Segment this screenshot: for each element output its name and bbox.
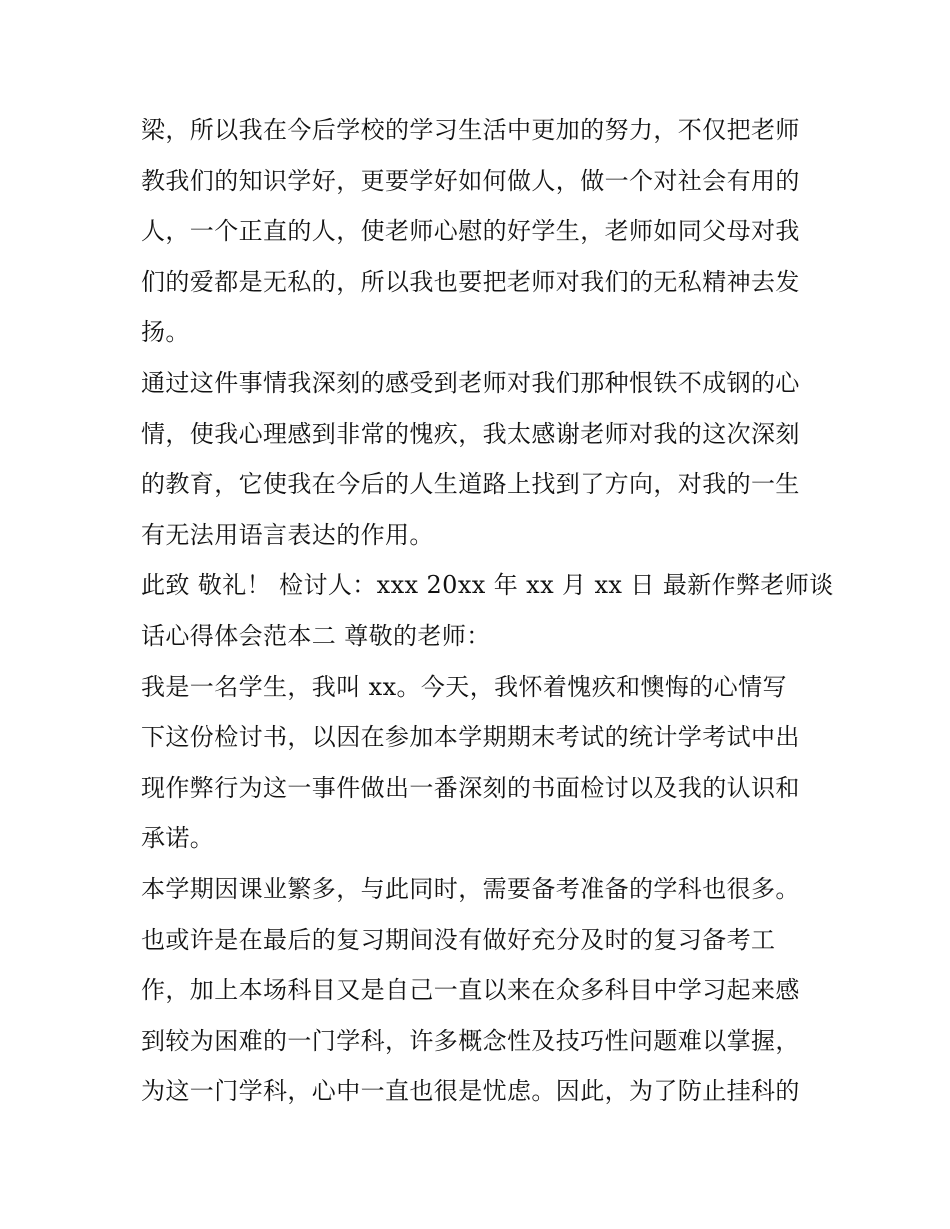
text-line: 有无法用语言表达的作用。: [141, 520, 434, 549]
text-line: 也或许是在最后的复习期间没有做好充分及时的复习备考工: [141, 925, 776, 954]
text-line: 们的爱都是无私的，所以我也要把老师对我们的无私精神去发: [141, 267, 800, 296]
text-line: 我是一名学生，我叫 xx。今天，我怀着愧疚和懊悔的心情写: [141, 672, 787, 701]
text-line: 此致 敬礼！ 检讨人：xxx 20xx 年 xx 月 xx 日 最新作弊老师谈: [141, 571, 834, 600]
text-line: 到较为困难的一门学科，许多概念性及技巧性问题难以掌握，: [141, 1026, 800, 1055]
text-line: 扬。: [141, 318, 190, 347]
text-line: 现作弊行为这一事件做出一番深刻的书面检讨以及我的认识和: [141, 773, 800, 802]
text-line: 通过这件事情我深刻的感受到老师对我们那种恨铁不成钢的心: [141, 368, 800, 397]
text-line: 为这一门学科，心中一直也很是忧虑。因此，为了防止挂科的: [141, 1077, 800, 1106]
text-line: 话心得体会范本二 尊敬的老师：: [141, 621, 491, 650]
text-line: 人，一个正直的人，使老师心慰的好学生，老师如同父母对我: [141, 217, 800, 246]
text-line: 下这份检讨书，以因在参加本学期期末考试的统计学考试中出: [141, 723, 800, 752]
text-line: 的教育，它使我在今后的人生道路上找到了方向，对我的一生: [141, 470, 800, 499]
document-body: [141, 105, 834, 1117]
text-line: 教我们的知识学好，更要学好如何做人，做一个对社会有用的: [141, 166, 800, 195]
text-line: 情，使我心理感到非常的愧疚，我太感谢老师对我的这次深刻: [141, 419, 800, 448]
text-line: 本学期因课业繁多，与此同时，需要备考准备的学科也很多。: [141, 874, 800, 903]
text-line: 承诺。: [141, 824, 215, 853]
text-line: 作，加上本场科目又是自己一直以来在众多科目中学习起来感: [141, 976, 800, 1005]
text-line: 梁，所以我在今后学校的学习生活中更加的努力，不仅把老师: [141, 116, 800, 144]
